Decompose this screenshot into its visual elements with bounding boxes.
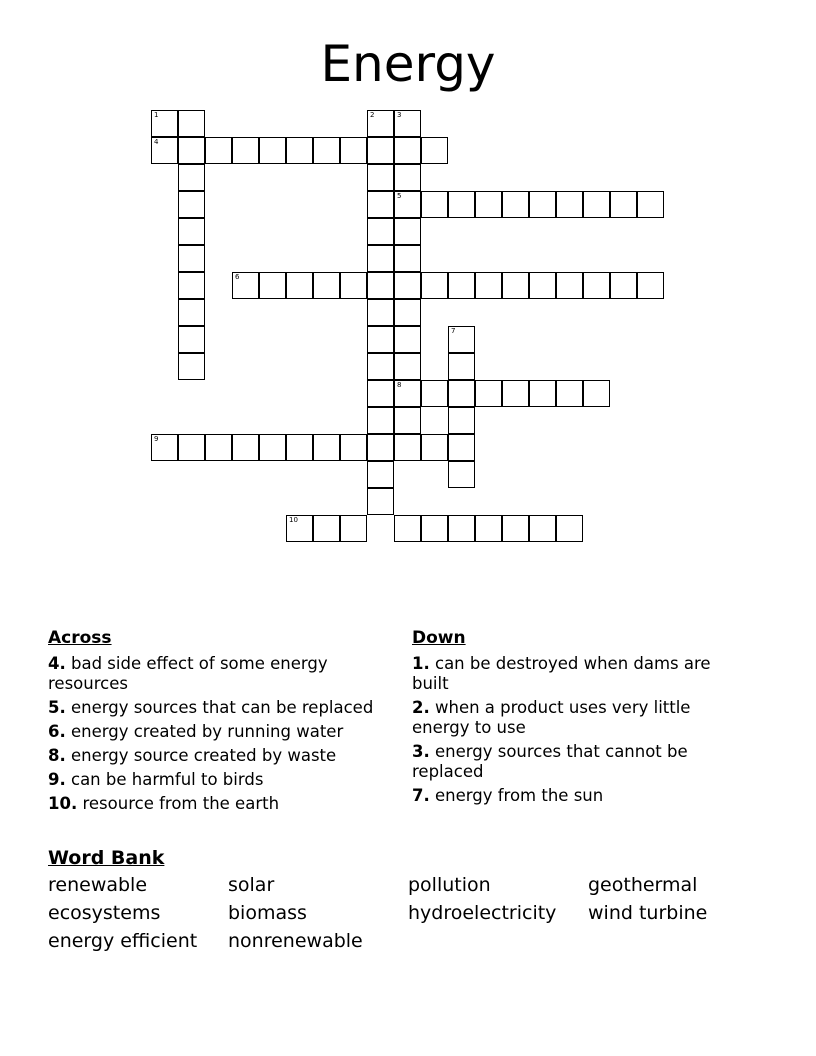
grid-cell-2[interactable] [367, 110, 394, 137]
grid-cell[interactable] [394, 434, 421, 461]
across-heading: Across [48, 628, 112, 648]
clue-num: 4. [48, 654, 66, 673]
clue-text: resource from the earth [77, 794, 280, 813]
across-clue-list [48, 654, 378, 814]
grid-cell[interactable] [178, 272, 205, 299]
grid-cell[interactable] [367, 137, 394, 164]
grid-cell[interactable] [502, 515, 529, 542]
clue-number: 4 [154, 138, 159, 146]
clue-number: 7 [451, 327, 456, 335]
clue-text: can be harmful to birds [65, 770, 264, 789]
grid-cell[interactable] [178, 434, 205, 461]
grid-cell[interactable] [394, 515, 421, 542]
clue-number: 8 [397, 381, 402, 389]
word-bank-heading: Word Bank [48, 847, 165, 869]
across-clue-5 [48, 794, 378, 814]
grid-cell[interactable] [367, 488, 394, 515]
word-bank-word: nonrenewable [228, 930, 363, 952]
grid-cell[interactable] [367, 218, 394, 245]
clue-num: 6. [48, 722, 66, 741]
grid-cell[interactable] [637, 272, 664, 299]
grid-cell[interactable] [313, 137, 340, 164]
grid-cell[interactable] [178, 299, 205, 326]
grid-cell[interactable] [448, 353, 475, 380]
clue-num: 5. [48, 698, 66, 717]
grid-cell[interactable] [367, 245, 394, 272]
grid-cell[interactable] [394, 299, 421, 326]
grid-cell-1[interactable] [151, 110, 178, 137]
across-clue-3 [48, 746, 378, 766]
clue-text: when a product uses very little energy to use [412, 698, 691, 737]
grid-cell[interactable] [178, 110, 205, 137]
grid-cell[interactable] [367, 380, 394, 407]
grid-cell[interactable] [367, 407, 394, 434]
clue-text: energy from the sun [429, 786, 604, 805]
clue-number: 3 [397, 111, 402, 119]
word-bank-word: energy efficient [48, 930, 198, 952]
word-bank-word: pollution [408, 874, 491, 896]
clue-number: 9 [154, 435, 159, 443]
word-bank-word: biomass [228, 902, 307, 924]
down-clue-0 [412, 654, 742, 694]
grid-cell[interactable] [367, 326, 394, 353]
grid-cell[interactable] [421, 515, 448, 542]
grid-cell[interactable] [394, 245, 421, 272]
grid-cell[interactable] [340, 272, 367, 299]
grid-cell-9[interactable] [151, 434, 178, 461]
grid-cell-5[interactable] [394, 191, 421, 218]
grid-cell[interactable] [556, 515, 583, 542]
grid-cell[interactable] [448, 515, 475, 542]
grid-cell[interactable] [421, 137, 448, 164]
grid-cell[interactable] [637, 191, 664, 218]
grid-cell[interactable] [178, 137, 205, 164]
grid-cell[interactable] [286, 272, 313, 299]
grid-cell[interactable] [448, 461, 475, 488]
across-clue-4 [48, 770, 378, 790]
clue-number: 6 [235, 273, 240, 281]
word-bank-word: solar [228, 874, 275, 896]
grid-cell[interactable] [394, 137, 421, 164]
clue-number: 2 [370, 111, 375, 119]
clue-num: 10. [48, 794, 78, 813]
grid-cell[interactable] [529, 380, 556, 407]
grid-cell[interactable] [367, 353, 394, 380]
grid-cell[interactable] [340, 434, 367, 461]
clue-text: energy created by running water [65, 722, 344, 741]
grid-cell[interactable] [259, 137, 286, 164]
word-bank-word: geothermal [588, 874, 698, 896]
down-clues [412, 628, 742, 810]
clue-num: 9. [48, 770, 66, 789]
word-bank-word: renewable [48, 874, 148, 896]
grid-cell[interactable] [286, 434, 313, 461]
across-clues [48, 628, 378, 818]
grid-cell[interactable] [367, 164, 394, 191]
grid-cell[interactable] [583, 191, 610, 218]
grid-cell[interactable] [394, 326, 421, 353]
grid-cell-8[interactable] [394, 380, 421, 407]
grid-cell[interactable] [502, 272, 529, 299]
grid-cell-4[interactable] [151, 137, 178, 164]
grid-cell[interactable] [556, 191, 583, 218]
grid-cell[interactable] [286, 137, 313, 164]
grid-cell[interactable] [529, 191, 556, 218]
grid-cell[interactable] [367, 191, 394, 218]
grid-cell[interactable] [583, 272, 610, 299]
grid-cell[interactable] [610, 191, 637, 218]
grid-cell[interactable] [448, 380, 475, 407]
grid-cell[interactable] [475, 515, 502, 542]
grid-cell[interactable] [367, 272, 394, 299]
down-clue-2 [412, 742, 742, 782]
grid-cell[interactable] [178, 218, 205, 245]
grid-cell[interactable] [394, 164, 421, 191]
grid-cell[interactable] [313, 272, 340, 299]
grid-cell[interactable] [205, 434, 232, 461]
grid-cell[interactable] [421, 380, 448, 407]
clue-number: 5 [397, 192, 402, 200]
grid-cell[interactable] [367, 434, 394, 461]
word-bank-word: wind turbine [588, 902, 708, 924]
grid-cell[interactable] [475, 272, 502, 299]
clue-text: energy sources that cannot be replaced [412, 742, 688, 781]
page-title: Energy [320, 35, 496, 93]
grid-cell[interactable] [394, 218, 421, 245]
clue-num: 7. [412, 786, 430, 805]
grid-cell[interactable] [421, 434, 448, 461]
grid-cell[interactable] [448, 434, 475, 461]
grid-cell[interactable] [313, 515, 340, 542]
grid-cell[interactable] [529, 272, 556, 299]
grid-cell[interactable] [259, 272, 286, 299]
grid-cell[interactable] [556, 380, 583, 407]
grid-cell[interactable] [178, 191, 205, 218]
grid-cell[interactable] [583, 380, 610, 407]
grid-cell[interactable] [178, 326, 205, 353]
grid-cell[interactable] [475, 191, 502, 218]
clue-num: 1. [412, 654, 430, 673]
clue-number: 1 [154, 111, 159, 119]
grid-cell-10[interactable] [286, 515, 313, 542]
clue-num: 2. [412, 698, 430, 717]
clue-text: bad side effect of some energy resources [48, 654, 328, 693]
grid-cell[interactable] [232, 137, 259, 164]
down-clue-3 [412, 786, 742, 806]
grid-cell[interactable] [421, 272, 448, 299]
grid-cell[interactable] [448, 407, 475, 434]
grid-cell[interactable] [178, 245, 205, 272]
grid-cell-7[interactable] [448, 326, 475, 353]
down-heading: Down [412, 628, 466, 648]
clue-num: 3. [412, 742, 430, 761]
across-clue-0 [48, 654, 378, 694]
grid-cell[interactable] [502, 191, 529, 218]
clue-number: 10 [289, 516, 298, 524]
grid-cell[interactable] [340, 515, 367, 542]
grid-cell[interactable] [610, 272, 637, 299]
grid-cell[interactable] [205, 137, 232, 164]
grid-cell[interactable] [313, 434, 340, 461]
grid-cell[interactable] [367, 299, 394, 326]
grid-cell[interactable] [178, 164, 205, 191]
grid-cell[interactable] [394, 353, 421, 380]
grid-cell[interactable] [178, 353, 205, 380]
grid-cell[interactable] [394, 407, 421, 434]
grid-cell[interactable] [232, 434, 259, 461]
grid-cell[interactable] [259, 434, 286, 461]
grid-cell[interactable] [529, 515, 556, 542]
grid-cell[interactable] [502, 380, 529, 407]
down-clue-1 [412, 698, 742, 738]
grid-cell-6[interactable] [232, 272, 259, 299]
word-bank-word: ecosystems [48, 902, 161, 924]
grid-cell[interactable] [340, 137, 367, 164]
clue-text: can be destroyed when dams are built [412, 654, 711, 693]
down-clue-list [412, 654, 742, 806]
grid-cell[interactable] [367, 461, 394, 488]
grid-cell[interactable] [448, 191, 475, 218]
clue-text: energy source created by waste [65, 746, 337, 765]
word-bank-word: hydroelectricity [408, 902, 557, 924]
grid-cell[interactable] [394, 272, 421, 299]
grid-cell[interactable] [421, 191, 448, 218]
grid-cell[interactable] [556, 272, 583, 299]
grid-cell[interactable] [475, 380, 502, 407]
clue-text: energy sources that can be replaced [65, 698, 374, 717]
across-clue-2 [48, 722, 378, 742]
clue-num: 8. [48, 746, 66, 765]
across-clue-1 [48, 698, 378, 718]
grid-cell[interactable] [448, 272, 475, 299]
grid-cell-3[interactable] [394, 110, 421, 137]
